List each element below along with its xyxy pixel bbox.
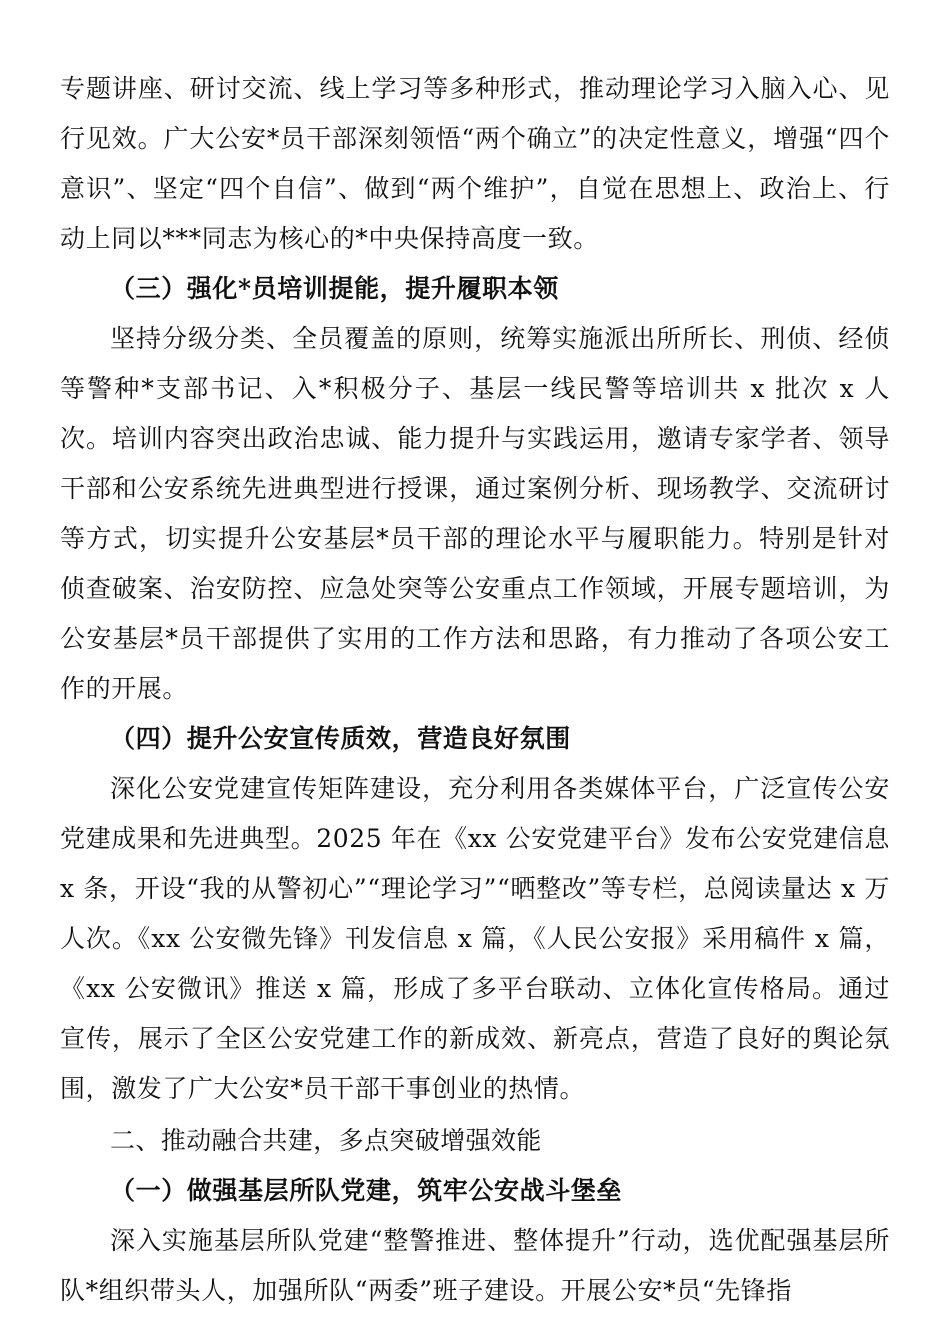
section-heading-1: （一）做强基层所队党建，筑牢公安战斗堡垒 — [110, 1176, 623, 1205]
section-heading-4: （四）提升公安宣传质效，营造良好氛围 — [110, 724, 571, 753]
paragraph-training: 坚持分级分类、全员覆盖的原则，统筹实施派出所所长、刑侦、经侦等警种*支部书记、入*积极分子、基层一线民警等培训共 x 批次 x 人次。培训内容突出政治忠诚、能力提升与实践运用，邀请专家学者、领导干部和公安系统先进典型进行授课，通过案例分析、现场教学、交流研讨等方式，切实提升公安基层*员干部的理论水平与履职能力。特别是针对侦查破案、治安防控、应急处突等公安重点工作领域，开展专题培训，为公安基层*员干部提供了实用的工作方法和思路，有力推动了各项公安工作的开展。 — [60, 324, 890, 703]
paragraph-continued: 专题讲座、研讨交流、线上学习等多种形式，推动理论学习入脑入心、见行见效。广大公安*员干部深刻领悟“两个确立”的决定性意义，增强“四个意识”、坚定“四个自信”、做到“两个维护”，自觉在思想上、政治上、行动上同以***同志为核心的*中央保持高度一致。 — [60, 74, 890, 253]
section-heading-3: （三）强化*员培训提能，提升履职本领 — [110, 274, 559, 303]
document-body — [60, 64, 890, 1316]
chapter-heading-2: 二、推动融合共建，多点突破增强效能 — [110, 1126, 542, 1155]
paragraph-publicity: 深化公安党建宣传矩阵建设，充分利用各类媒体平台，广泛宣传公安党建成果和先进典型。2025 年在《xx 公安党建平台》发布公安党建信息 x 条，开设“我的从警初心”“理论学习”“晒整改”等专栏，总阅读量达 x 万人次。《xx 公安微先锋》刊发信息 x 篇，《人民公安报》采用稿件 x 篇，《xx 公安微讯》推送 x 篇，形成了多平台联动、立体化宣传格局。通过宣传，展示了全区公安党建工作的新成效、新亮点，营造了良好的舆论氛围，激发了广大公安*员干部干事创业的热情。 — [60, 774, 890, 1103]
paragraph-grassroots: 深入实施基层所队党建“整警推进、整体提升”行动，选优配强基层所队*组织带头人，加强所队“两委”班子建设。开展公安*员“先锋指 — [60, 1226, 890, 1305]
